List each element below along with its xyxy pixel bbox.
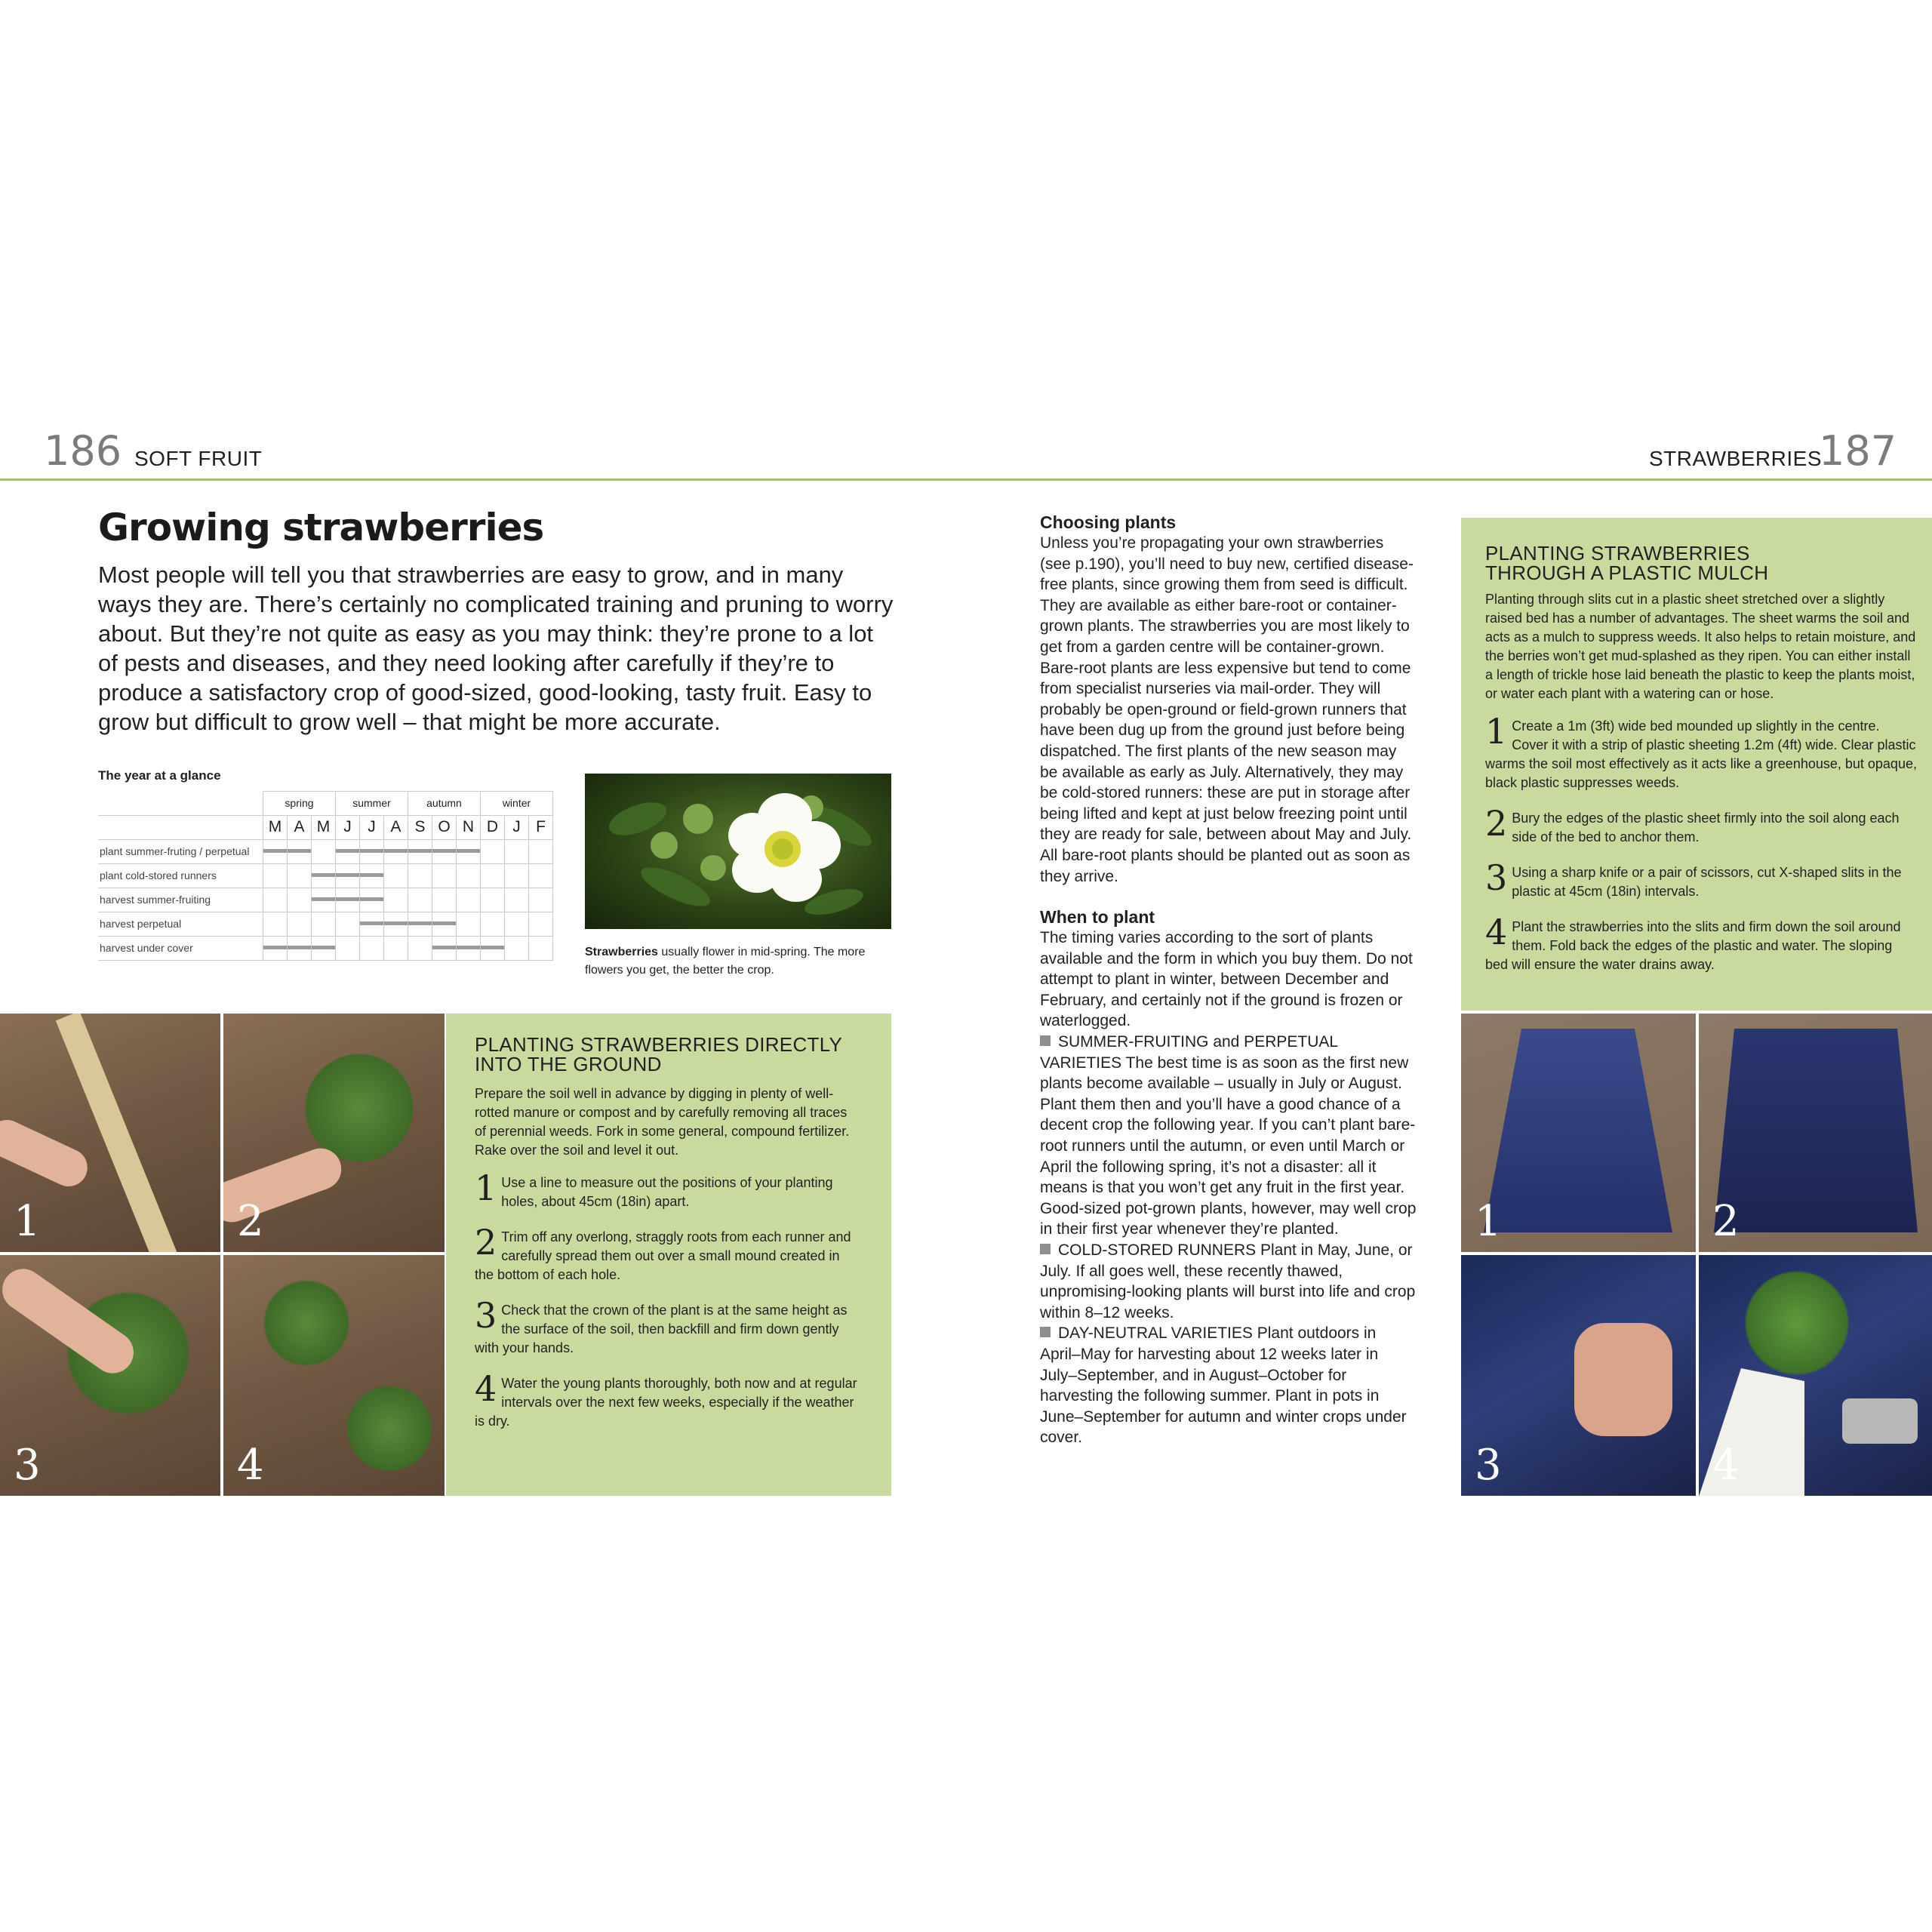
when-item (1040, 1032, 1417, 1240)
photo-number: 2 (237, 1197, 264, 1246)
step-number: 3 (475, 1295, 497, 1336)
month-cell (457, 863, 481, 888)
season-header: summer (336, 792, 408, 816)
month-header: S (408, 815, 432, 839)
month-cell (529, 863, 553, 888)
step-item (1485, 803, 1917, 847)
step-number: 4 (1485, 912, 1508, 952)
box-intro: Planting through slits cut in a plastic sheet stretched over a slightly raised bed has a number of advantages. The sheet warms the soil and acts as a mulch to suppress weeds. It also helps to retain moisture, and the berries won’t get mud-splashed as they ripen. You can either install a length of trickle hose laid beneath the plastic to keep the plants moist, or water each plant with a watering can or hose. (1485, 592, 1916, 701)
month-cell (505, 912, 529, 936)
step-text: Plant the strawberries into the slits and firm down the soil around them. Fold back the edges of the plastic and water. The sloping bed will ensure the water drains away. (1485, 919, 1901, 972)
activity-bar (360, 849, 383, 853)
activity-bar (263, 849, 287, 853)
year-at-a-glance-table (98, 791, 553, 961)
box-title-line1: PLANTING STRAWBERRIES DIRECTLY (475, 1033, 843, 1056)
when-list (1040, 1032, 1417, 1448)
when-item-label: DAY-NEUTRAL VARIETIES (1058, 1324, 1253, 1343)
month-cell (360, 888, 384, 912)
plastic-sheet (1714, 1029, 1918, 1232)
row-label: harvest under cover (98, 936, 263, 960)
month-cell (481, 936, 505, 960)
blank-cell (98, 792, 263, 816)
month-header: J (336, 815, 360, 839)
intro-paragraph: Most people will tell you that strawberries are easy to grow, and in many ways they are. There’s certainly no complicated training and pruning to worry about. But they’re not quite as easy as you may think: they’re prone to a lot of pests and diseases, and they need looking after carefully if they’re to produce a satisfactory crop of good-sized, good-looking, tasty fruit. Easy to grow but difficult to grow well – that might be more accurate. (98, 561, 894, 735)
activity-bar (336, 897, 359, 901)
table-row (98, 839, 553, 863)
step-text: Check that the crown of the plant is at the same height as the surface of the soil, then backfill and firm down gently with your hands. (475, 1303, 848, 1355)
flower-illustration (585, 774, 891, 929)
month-cell (408, 863, 432, 888)
choosing-text: Unless you’re propagating your own strawberries (see p.190), you’ll need to buy new, certified disease-free plants, since growing them from seed is difficult. They are available as either bare-root or container-grown plants. The strawberries you are most likely to get from a garden centre will be container-grown. Bare-root plants are less expensive but tend to come from specialist nurseries via mail-order. They will probably be open-ground or field-grown runners that have been dug up from the ground just before being dispatched. The first plants of the new season may be available as early as July. Alternatively, they may be cold-stored runners: these are put in storage after being lifted and kept at just below freezing point until they are ready for sale, between about May and July. All bare-root plants should be planted out as soon as they arrive. (1040, 534, 1414, 885)
step-number: 3 (1485, 857, 1508, 898)
season-header: autumn (408, 792, 481, 816)
when-item-text: Plant in May, June, or July. If all goes well, these recently thawed, unpromising-looking plants will burst into life and crop within 8–12 weeks. (1040, 1241, 1416, 1321)
month-cell (336, 839, 360, 863)
photo-step-3-direct (0, 1255, 220, 1496)
row-label: harvest perpetual (98, 912, 263, 936)
photo-step-2-mulch (1699, 1014, 1932, 1252)
photo-number: 2 (1712, 1197, 1740, 1246)
step-text: Trim off any overlong, straggly roots from each runner and carefully spread them out over a small mound created in the bottom of each hole. (475, 1229, 851, 1282)
season-header: spring (263, 792, 336, 816)
box-intro: Prepare the soil well in advance by digging in plenty of well-rotted manure or compost and by carefully removing all traces of perennial weeds. Fork in some general, compound fertilizer. Rake over the soil and level it out. (475, 1086, 850, 1158)
month-header: A (288, 815, 312, 839)
month-cell (336, 888, 360, 912)
month-cell (457, 888, 481, 912)
month-cell (312, 839, 336, 863)
bullet-square-icon (1040, 1035, 1051, 1046)
month-header: O (432, 815, 457, 839)
row-label: harvest summer-fruiting (98, 888, 263, 912)
step-item (1485, 857, 1917, 901)
step-number: 4 (475, 1368, 497, 1409)
month-header: D (481, 815, 505, 839)
page-title: Growing strawberries (98, 506, 544, 549)
right-section-title: STRAWBERRIES (1649, 447, 1822, 470)
month-cell (312, 912, 336, 936)
photo-number: 3 (14, 1441, 41, 1490)
photo-number: 1 (1475, 1197, 1502, 1246)
activity-bar (263, 946, 287, 949)
hand (0, 1114, 94, 1192)
trowel (1842, 1398, 1918, 1444)
step-item (475, 1295, 860, 1358)
strawberry-flower-photo (585, 774, 891, 929)
month-cell (505, 839, 529, 863)
month-cell (505, 863, 529, 888)
photo-number: 4 (1712, 1441, 1740, 1490)
table-row (98, 936, 553, 960)
activity-bar (457, 946, 480, 949)
month-header: M (263, 815, 288, 839)
row-label: plant cold-stored runners (98, 863, 263, 888)
month-header: F (529, 815, 553, 839)
step-text: Water the young plants thoroughly, both now and at regular intervals over the next few weeks, especially if the weather is dry. (475, 1376, 857, 1429)
photo-number: 3 (1475, 1441, 1502, 1490)
when-item (1040, 1323, 1417, 1448)
when-text: The timing varies according to the sort of plants available and the form in which you buy them. Do not attempt to plant in winter, between December and February, and certainly not if the ground is frozen or waterlogged. (1040, 929, 1413, 1030)
box-planting-mulch (1461, 518, 1932, 1011)
photo-number: 4 (237, 1441, 264, 1490)
month-cell (288, 888, 312, 912)
month-cell (432, 839, 457, 863)
plant (337, 1376, 442, 1481)
month-header: J (360, 815, 384, 839)
activity-bar (360, 873, 383, 877)
bullet-square-icon (1040, 1327, 1051, 1337)
month-cell (481, 912, 505, 936)
month-cell (336, 936, 360, 960)
activity-bar (312, 873, 335, 877)
month-cell (457, 912, 481, 936)
month-cell (263, 888, 288, 912)
step-list (1485, 711, 1917, 974)
month-cell (529, 888, 553, 912)
activity-bar (336, 873, 359, 877)
month-cell (263, 912, 288, 936)
activity-bar (457, 849, 480, 853)
photo-step-1-mulch (1461, 1014, 1696, 1252)
activity-bar (384, 849, 408, 853)
month-cell (312, 936, 336, 960)
blank-cell (98, 815, 263, 839)
when-item-label: COLD-STORED RUNNERS (1058, 1241, 1257, 1259)
box-title (475, 1035, 860, 1074)
month-cell (457, 936, 481, 960)
month-cell (288, 936, 312, 960)
step-item (475, 1368, 860, 1431)
step-text: Using a sharp knife or a pair of scissors, cut X-shaped slits in the plastic at 45cm (18in) intervals. (1512, 865, 1902, 899)
month-cell (432, 912, 457, 936)
month-header: M (312, 815, 336, 839)
month-header: N (457, 815, 481, 839)
activity-bar (432, 849, 456, 853)
bullet-square-icon (1040, 1244, 1051, 1254)
month-cell (481, 888, 505, 912)
month-cell (360, 912, 384, 936)
table-row (98, 863, 553, 888)
month-cell (336, 912, 360, 936)
step-number: 1 (475, 1168, 497, 1208)
photo-step-2-direct (223, 1014, 445, 1252)
box-title-line1: PLANTING STRAWBERRIES (1485, 542, 1750, 565)
month-cell (336, 863, 360, 888)
month-cell (481, 839, 505, 863)
month-cell (408, 888, 432, 912)
photo-number: 1 (14, 1197, 41, 1246)
month-cell (505, 936, 529, 960)
left-section-title: SOFT FRUIT (134, 447, 263, 470)
activity-bar (288, 946, 311, 949)
step-number: 1 (1485, 711, 1508, 752)
activity-bar (336, 849, 359, 853)
photo-step-3-mulch (1461, 1255, 1696, 1496)
month-cell (312, 863, 336, 888)
month-cell (384, 936, 408, 960)
activity-bar (481, 946, 504, 949)
when-item-label: SUMMER-FRUITING and PERPETUAL VARIETIES (1040, 1033, 1338, 1072)
month-cell (312, 888, 336, 912)
month-cell (263, 936, 288, 960)
month-header: A (384, 815, 408, 839)
table-row (98, 888, 553, 912)
month-cell (432, 863, 457, 888)
photo-step-4-mulch (1699, 1255, 1932, 1496)
when-item-text: Plant outdoors in April–May for harvesting about 12 weeks later in July–September, and in August–October for harvesting the following summer. Plant in pots in June–September for autumn and winter crops under cover. (1040, 1324, 1407, 1447)
row-label: plant summer-fruting / perpetual (98, 839, 263, 863)
plant (1729, 1263, 1865, 1383)
month-cell (529, 839, 553, 863)
month-cell (408, 936, 432, 960)
month-cell (529, 936, 553, 960)
step-number: 2 (1485, 803, 1508, 844)
step-text: Create a 1m (3ft) wide bed mounded up slightly in the centre. Cover it with a strip of plastic sheeting 1.2m (4ft) wide. Clear plastic warms the soil most effectively as it acts like a greenhouse, but opaque, black plastic suppresses weeds. (1485, 718, 1917, 790)
month-cell (360, 936, 384, 960)
month-cell (360, 863, 384, 888)
caption-text: usually flower in mid-spring. The more flowers you get, the better the crop. (585, 946, 866, 977)
activity-bar (360, 921, 383, 925)
step-number: 2 (475, 1222, 497, 1263)
step-text: Bury the edges of the plastic sheet firmly into the soil along each side of the bed to anchor them. (1512, 811, 1900, 844)
middle-column (1040, 512, 1417, 1448)
month-cell (481, 863, 505, 888)
step-item (475, 1168, 860, 1211)
month-cell (263, 863, 288, 888)
month-cell (288, 839, 312, 863)
year-at-a-glance-title: The year at a glance (98, 768, 221, 783)
photo-step-1-direct (0, 1014, 220, 1252)
when-heading: When to plant (1040, 907, 1155, 928)
month-cell (288, 912, 312, 936)
step-item (1485, 711, 1917, 792)
photo-step-4-direct (223, 1255, 445, 1496)
activity-bar (432, 946, 456, 949)
month-cell (384, 839, 408, 863)
table-row (98, 912, 553, 936)
activity-bar (360, 897, 383, 901)
box-title-line2: THROUGH A PLASTIC MULCH (1485, 561, 1769, 584)
month-header: J (505, 815, 529, 839)
caption-bold: Strawberries (585, 946, 658, 958)
month-cell (408, 839, 432, 863)
month-cell (457, 839, 481, 863)
activity-bar (384, 921, 408, 925)
hand (1574, 1323, 1672, 1436)
flower-caption (585, 943, 902, 980)
activity-bar (288, 849, 311, 853)
step-list (475, 1168, 860, 1431)
box-title (1485, 543, 1917, 583)
step-item (1485, 912, 1917, 974)
season-header: winter (481, 792, 553, 816)
month-cell (432, 936, 457, 960)
month-cell (529, 912, 553, 936)
activity-bar (312, 946, 335, 949)
right-page-number: 187 (1819, 427, 1897, 475)
when-item (1040, 1240, 1417, 1323)
month-cell (360, 839, 384, 863)
activity-bar (312, 897, 335, 901)
month-cell (263, 839, 288, 863)
box-planting-directly (446, 1014, 891, 1496)
month-cell (384, 912, 408, 936)
left-page-number: 186 (44, 427, 122, 475)
box-title-line2: INTO THE GROUND (475, 1053, 662, 1075)
month-cell (384, 888, 408, 912)
header-rule (0, 478, 1932, 481)
plastic-sheet (1484, 1029, 1672, 1232)
activity-bar (408, 921, 432, 925)
choosing-heading: Choosing plants (1040, 512, 1177, 532)
measuring-stick (56, 1014, 181, 1252)
plant (254, 1270, 359, 1376)
month-cell (408, 912, 432, 936)
when-item-text: The best time is as soon as the first new plants become available – usually in July or August. Plant them then and you’ll have a good chance of a decent crop the following year. If you can’t plant bare-root runners until the autumn, or even until March or April the following spring, it’s not a disaster: all it means is that you won’t get any fruit in the first year. Good-sized pot-grown plants, however, may well crop in their first year whenever they’re planted. (1040, 1054, 1417, 1238)
month-cell (384, 863, 408, 888)
activity-bar (432, 921, 456, 925)
step-text: Use a line to measure out the positions of your planting holes, about 45cm (18in) apart. (501, 1175, 833, 1209)
month-cell (505, 888, 529, 912)
month-cell (288, 863, 312, 888)
activity-bar (408, 849, 432, 853)
step-item (475, 1222, 860, 1284)
month-cell (432, 888, 457, 912)
